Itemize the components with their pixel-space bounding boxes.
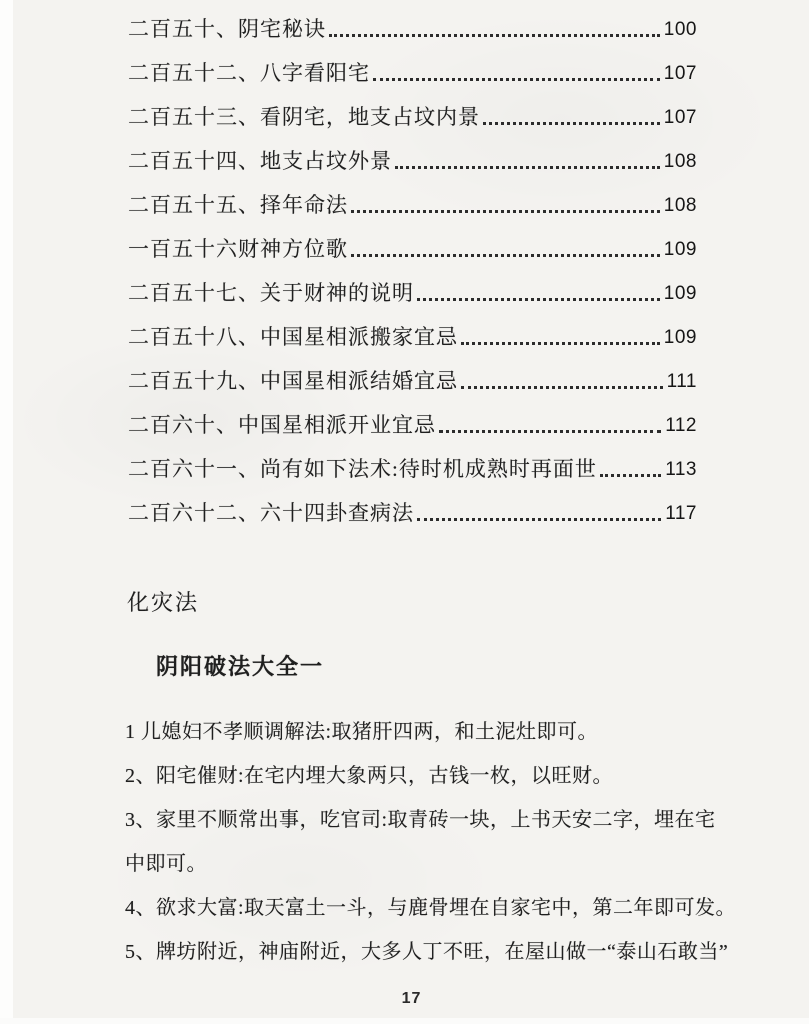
body-paragraph-line: 中即可。 <box>125 853 207 875</box>
toc-dot-leader <box>439 430 661 433</box>
toc-entry-title: 二百五十四、地支占坟外景 <box>128 149 392 173</box>
toc-page-number: 109 <box>663 239 697 260</box>
body-paragraph-line: 5、牌坊附近，神庙附近，大多人丁不旺，在屋山做一“泰山石敢当” <box>125 941 729 963</box>
section-heading: 阴阳破法大全一 <box>156 654 325 679</box>
toc-entry <box>128 60 697 86</box>
toc-page-number: 109 <box>663 283 697 304</box>
toc-page-number: 107 <box>663 63 697 84</box>
toc-entry <box>128 368 697 394</box>
body-paragraph-line: 3、家里不顺常出事，吃官司:取青砖一块，上书天安二字，埋在宅 <box>125 809 716 831</box>
toc-dot-leader <box>351 210 660 213</box>
toc-page-number: 109 <box>663 327 697 348</box>
scan-edge-bottom <box>0 1018 809 1024</box>
toc-entry <box>128 192 697 218</box>
toc-dot-leader <box>329 34 660 37</box>
body-paragraph-line: 1 儿媳妇不孝顺调解法:取猪肝四两，和土泥灶即可。 <box>125 721 599 743</box>
toc-page-number: 117 <box>665 503 697 524</box>
table-of-contents <box>128 16 697 544</box>
toc-dot-leader <box>461 342 660 345</box>
scan-edge-left <box>0 0 13 1024</box>
toc-entry <box>128 456 697 482</box>
toc-dot-leader <box>600 474 661 477</box>
toc-entry-title: 二百五十三、看阴宅，地支占坟内景 <box>128 105 480 129</box>
toc-entry <box>128 236 697 262</box>
toc-entry-title: 二百六十、中国星相派开业宜忌 <box>128 413 436 437</box>
toc-dot-leader <box>395 166 660 169</box>
toc-entry-title: 二百五十八、中国星相派搬家宜忌 <box>128 325 458 349</box>
toc-entry-title: 一百五十六财神方位歌 <box>128 237 348 261</box>
toc-page-number: 100 <box>663 19 697 40</box>
page-number-footer: 17 <box>401 990 422 1007</box>
toc-dot-leader <box>417 298 660 301</box>
toc-dot-leader <box>417 518 661 521</box>
toc-dot-leader <box>373 78 660 81</box>
section-label: 化灾法 <box>127 590 200 615</box>
toc-entry <box>128 148 697 174</box>
toc-page-number: 108 <box>663 195 697 216</box>
toc-entry-title: 二百六十二、六十四卦查病法 <box>128 501 414 525</box>
toc-dot-leader <box>461 386 663 389</box>
toc-entry <box>128 16 697 42</box>
toc-entry-title: 二百五十二、八字看阳宅 <box>128 61 370 85</box>
toc-entry <box>128 324 697 350</box>
toc-page-number: 107 <box>663 107 697 128</box>
toc-page-number: 112 <box>665 415 697 436</box>
toc-entry <box>128 412 697 438</box>
toc-page-number: 111 <box>666 371 697 392</box>
toc-page-number: 108 <box>663 151 697 172</box>
toc-entry-title: 二百六十一、尚有如下法术:待时机成熟时再面世 <box>128 457 597 481</box>
toc-dot-leader <box>483 122 660 125</box>
toc-dot-leader <box>351 254 660 257</box>
body-paragraph-line: 2、阳宅催财:在宅内埋大象两只，古钱一枚，以旺财。 <box>125 765 614 787</box>
toc-entry-title: 二百五十七、关于财神的说明 <box>128 281 414 305</box>
toc-entry-title: 二百五十九、中国星相派结婚宜忌 <box>128 369 458 393</box>
toc-entry-title: 二百五十五、择年命法 <box>128 193 348 217</box>
body-paragraph-line: 4、欲求大富:取天富土一斗，与鹿骨埋在自家宅中，第二年即可发。 <box>125 897 737 919</box>
toc-entry-title: 二百五十、阴宅秘诀 <box>128 17 326 41</box>
toc-entry <box>128 104 697 130</box>
toc-entry <box>128 500 697 526</box>
toc-entry <box>128 280 697 306</box>
body-paragraphs <box>125 720 737 984</box>
toc-page-number: 113 <box>665 459 697 480</box>
